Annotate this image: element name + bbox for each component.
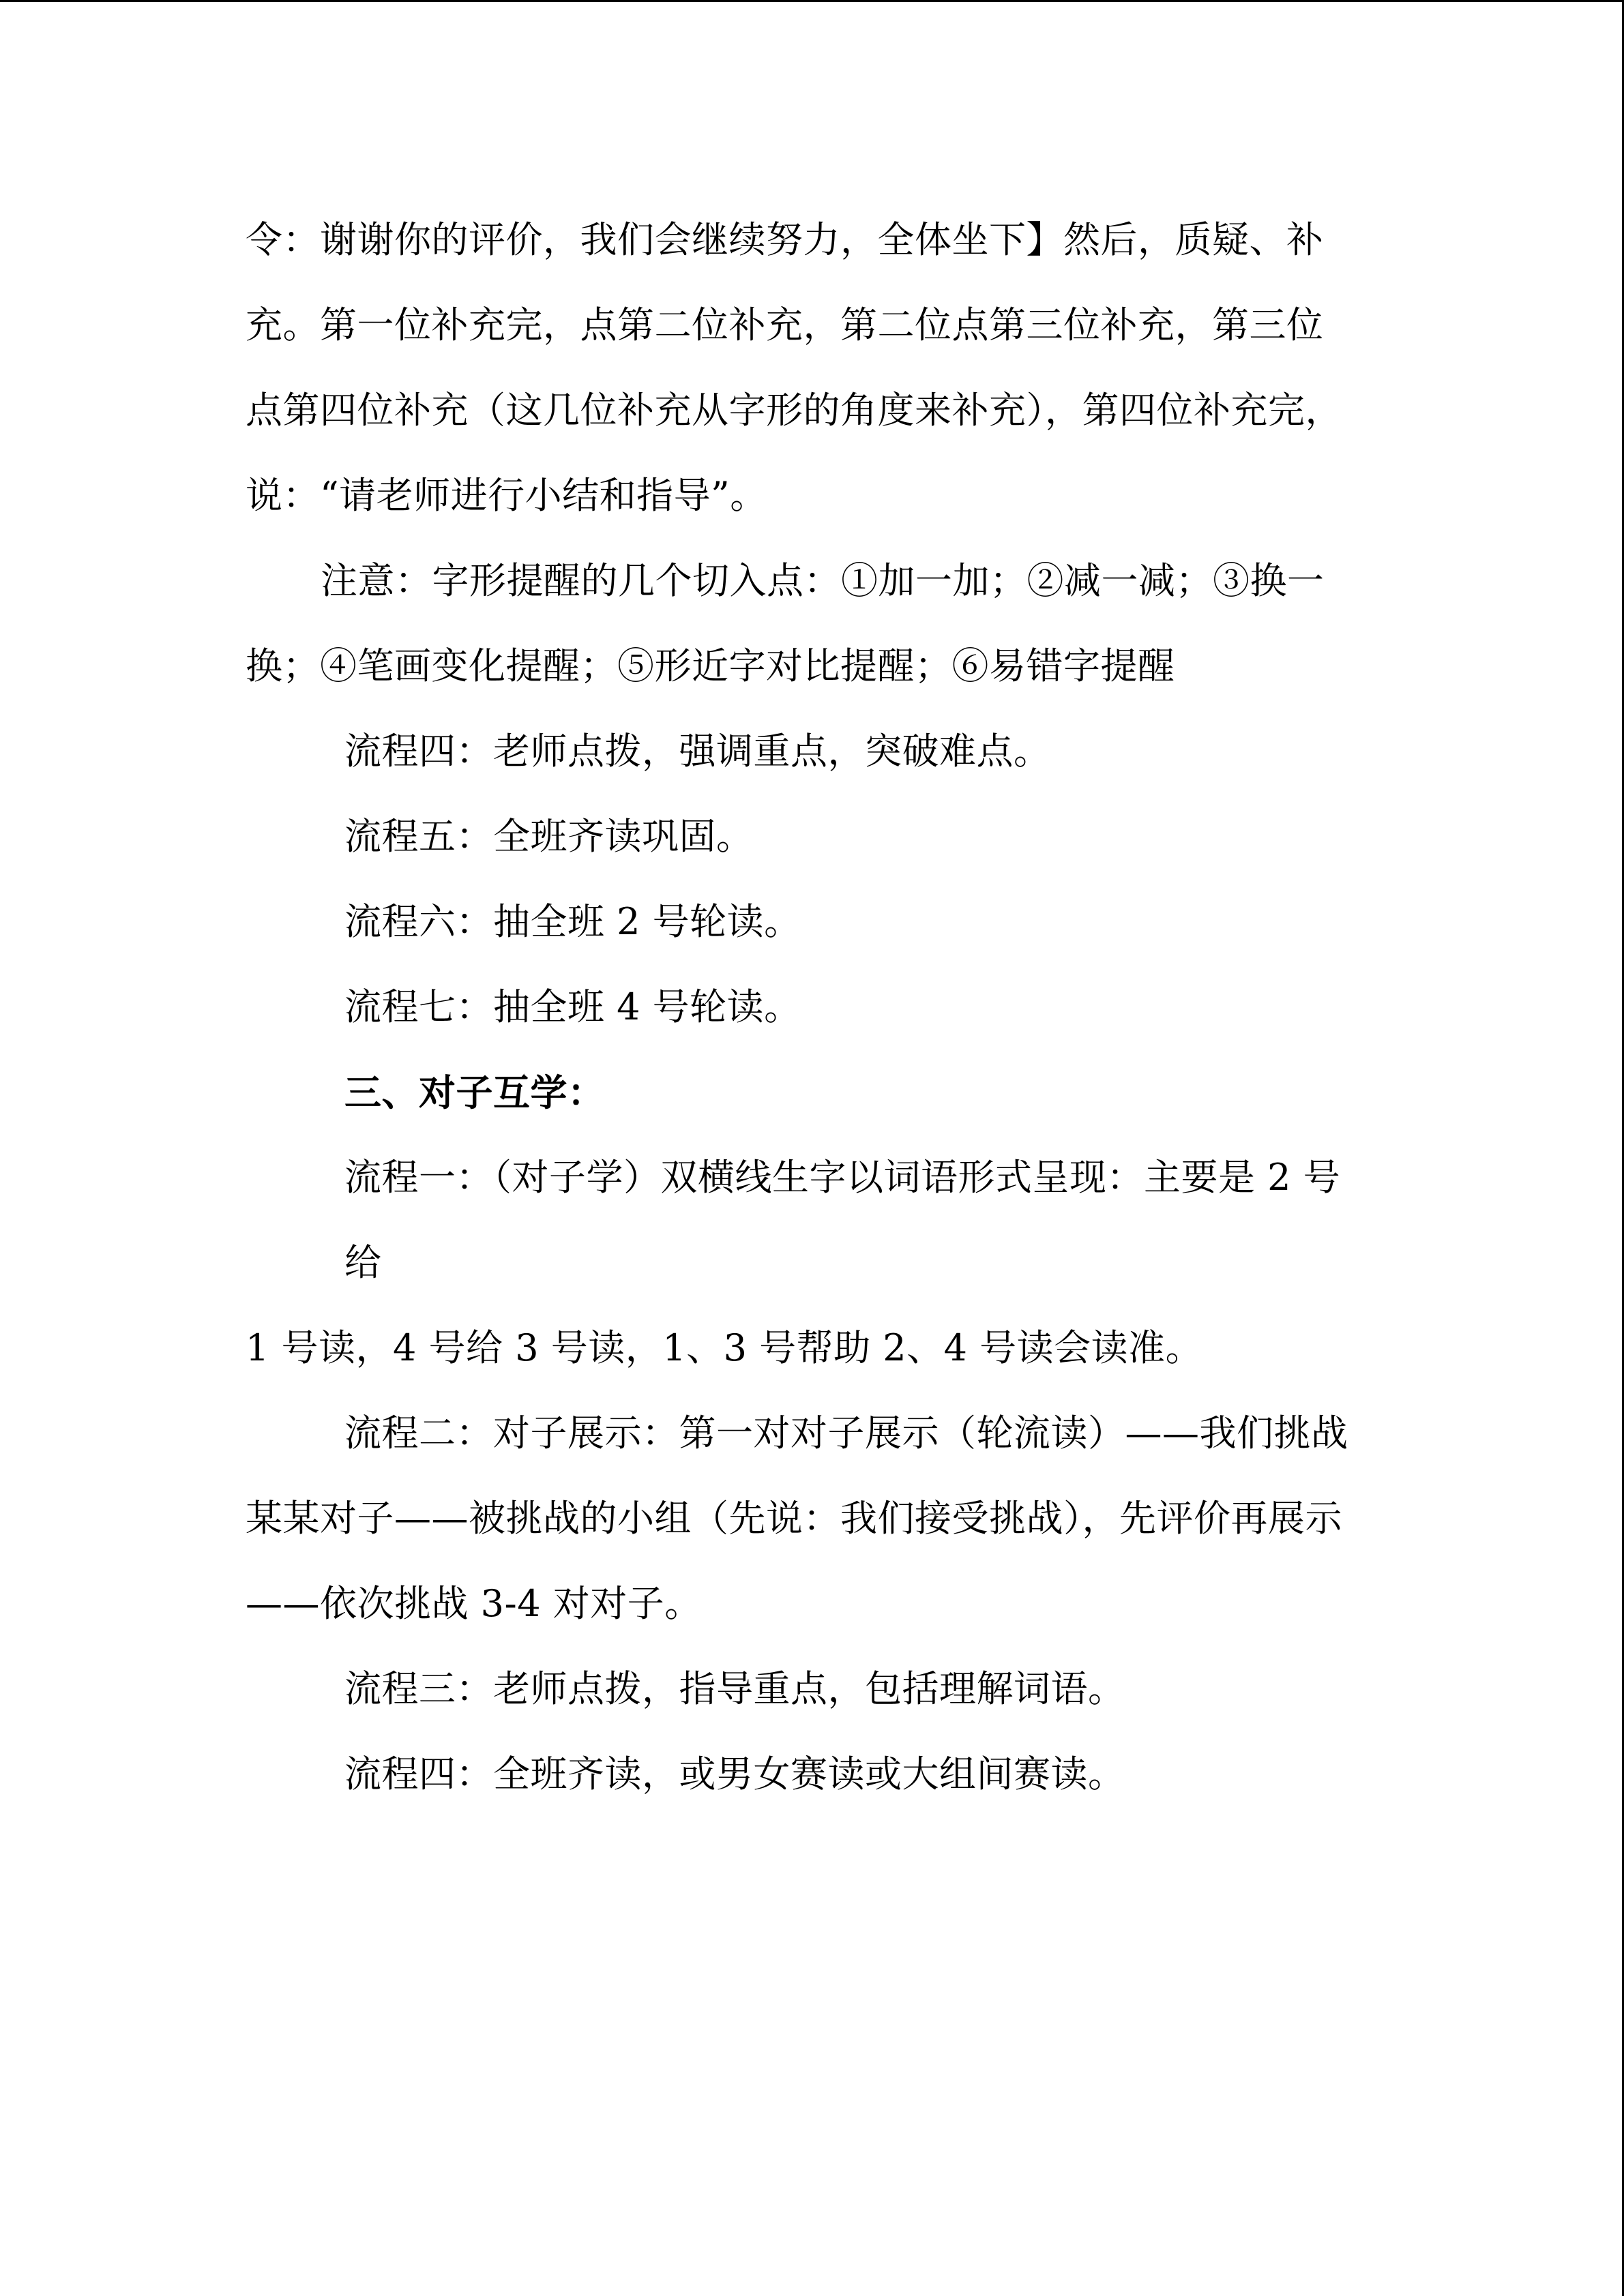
process-step: 流程五：全班齐读巩固。 [344,815,754,858]
process-step: 流程七：抽全班 4 号轮读。 [344,985,801,1028]
note-line: 换；④笔画变化提醒；⑤形近字对比提醒；⑥易错字提醒 [246,644,1175,687]
process-step: 流程二：对子展示：第一对对子展示（轮流读）——我们挑战 [344,1412,1348,1455]
paragraph-line: 1 号读，4 号给 3 号读，1、3 号帮助 2、4 号读会读准。 [246,1326,1203,1369]
process-step: 流程三：老师点拨，指导重点，包括理解词语。 [344,1667,1125,1710]
process-step: 流程一：（对子学）双横线生字以词语形式呈现：主要是 2 号 [344,1156,1341,1199]
section-heading: 三、对子互学： [344,1071,605,1114]
paragraph-line: 说：“请老师进行小结和指导”。 [246,474,767,517]
note-line: 注意：字形提醒的几个切入点：①加一加；②减一减；③换一 [321,559,1325,602]
paragraph-line: 充。第一位补充完，点第二位补充，第二位点第三位补充，第三位 [246,303,1324,346]
paragraph-line: 令：谢谢你的评价，我们会继续努力，全体坐下】然后，质疑、补 [246,218,1324,261]
paragraph-line: 某某对子——被挑战的小组（先说：我们接受挑战），先评价再展示 [246,1497,1342,1540]
paragraph-line: ——依次挑战 3-4 对对子。 [246,1582,702,1625]
process-step: 流程四：老师点拨，强调重点，突破难点。 [344,730,1051,773]
process-step: 流程六：抽全班 2 号轮读。 [344,900,801,943]
process-step: 流程四：全班齐读，或男女赛读或大组间赛读。 [344,1753,1125,1795]
paragraph-line: 点第四位补充（这几位补充从字形的角度来补充），第四位补充完， [246,389,1342,432]
process-step: 给 [344,1241,382,1284]
